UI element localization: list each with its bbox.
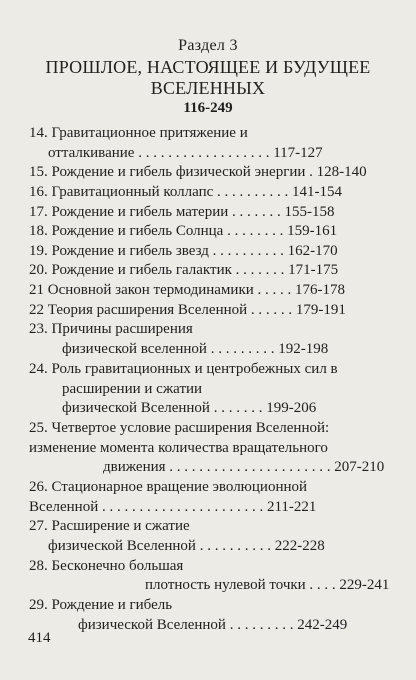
toc-entry-23-line2: физической вселенной . . . . . . . . . 192-198 <box>62 341 329 357</box>
toc-entry-24-line2: расширении и сжатии <box>62 381 203 397</box>
toc-entry-25-line2: изменение момента количества вращательного <box>29 440 328 456</box>
toc-entry-15: 15. Рождение и гибель физической энергии . 128-140 <box>29 164 367 180</box>
section-page-range: 116-249 <box>183 100 233 116</box>
toc-entry-14-line2: отталкивание . . . . . . . . . . . . . . . . . . 117-127 <box>48 145 323 161</box>
toc-entry-19: 19. Рождение и гибель звезд . . . . . . . . . . 162-170 <box>29 243 338 259</box>
section-title-line1: ПРОШЛОЕ, НАСТОЯЩЕЕ И БУДУЩЕЕ <box>45 57 371 77</box>
toc-entry-20: 20. Рождение и гибель галактик . . . . . . . 171-175 <box>29 262 339 278</box>
toc-entry-21: 21 Основной закон термодинамики . . . . . 176-178 <box>29 282 346 298</box>
toc-entry-28-line2: плотность нулевой точки . . . . 229-241 <box>145 577 390 593</box>
toc-entry-14-line1: 14. Гравитационное притяжение и <box>29 125 248 141</box>
toc-entry-25-line3: движения . . . . . . . . . . . . . . . . . . . . . . 207-210 <box>103 459 385 475</box>
toc-entry-24-line3: физической Вселенной . . . . . . . 199-206 <box>62 400 317 416</box>
toc-entry-18: 18. Рождение и гибель Солнца . . . . . . . . 159-161 <box>29 223 338 239</box>
toc-entry-27-line1: 27. Расширение и сжатие <box>29 518 190 534</box>
toc-entry-29-line1: 29. Рождение и гибель <box>29 597 173 613</box>
toc-entry-29-line2: физической Вселенной . . . . . . . . . 242-249 <box>78 617 348 633</box>
toc-entry-27-line2: физической Вселенной . . . . . . . . . . 222-228 <box>48 538 325 554</box>
toc-entry-22: 22 Теория расширения Вселенной . . . . . . 179-191 <box>29 302 346 318</box>
section-label: Раздел 3 <box>178 37 238 54</box>
toc-entry-28-line1: 28. Бесконечно большая <box>29 558 184 574</box>
toc-entry-17: 17. Рождение и гибель материи . . . . . . . 155-158 <box>29 204 335 220</box>
toc-entry-25-line1: 25. Четвертое условие расширения Вселенной: <box>29 420 330 436</box>
toc-entry-24-line1: 24. Роль гравитационных и центробежных сил в <box>29 361 338 377</box>
page-number: 414 <box>28 630 51 646</box>
toc-entry-26-line2: Вселенной . . . . . . . . . . . . . . . . . . . . . . 211-221 <box>29 499 317 515</box>
toc-entry-23-line1: 23. Причины расширения <box>29 321 193 337</box>
section-title-line2: ВСЕЛЕННЫХ <box>150 78 266 98</box>
toc-entry-16: 16. Гравитационный коллапс . . . . . . . . . . 141-154 <box>29 184 343 200</box>
toc-entry-26-line1: 26. Стационарное вращение эволюционной <box>29 479 308 495</box>
